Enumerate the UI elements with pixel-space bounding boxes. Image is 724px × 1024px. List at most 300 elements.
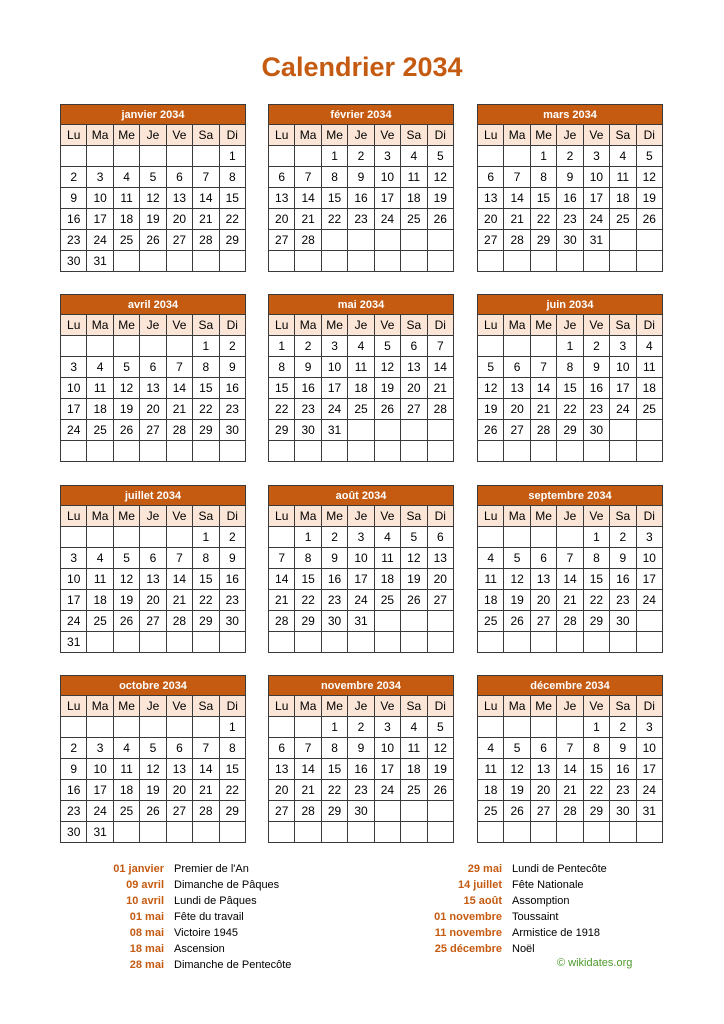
day-cell: 17 — [375, 759, 401, 780]
day-cell: 13 — [269, 188, 295, 209]
weekday-label: Je — [348, 506, 374, 527]
day-cell: 18 — [478, 780, 504, 801]
day-cell: 16 — [61, 780, 87, 801]
day-cell: 26 — [140, 230, 166, 251]
empty-day-cell — [401, 801, 427, 822]
day-cell: 29 — [531, 230, 557, 251]
empty-day-cell — [375, 801, 401, 822]
empty-day-cell — [167, 441, 193, 462]
empty-day-cell — [140, 717, 166, 738]
day-cell: 30 — [348, 801, 374, 822]
holiday-name: Assomption — [512, 895, 570, 907]
day-cell: 3 — [87, 167, 113, 188]
empty-day-cell — [610, 420, 636, 441]
day-cell: 29 — [322, 801, 348, 822]
weekday-label: Ve — [167, 315, 193, 336]
page-title: Calendrier 2034 — [261, 52, 463, 82]
empty-day-cell — [295, 251, 321, 272]
empty-day-cell — [504, 146, 530, 167]
day-cell: 20 — [167, 209, 193, 230]
day-cell: 7 — [504, 167, 530, 188]
empty-day-cell — [637, 230, 663, 251]
day-cell: 27 — [269, 801, 295, 822]
day-cell: 26 — [114, 611, 140, 632]
empty-day-cell — [220, 822, 246, 843]
month-header: novembre 2034 — [268, 675, 454, 696]
day-cell: 23 — [61, 230, 87, 251]
empty-day-cell — [478, 632, 504, 653]
day-cell: 17 — [610, 378, 636, 399]
empty-day-cell — [478, 251, 504, 272]
empty-day-cell — [61, 527, 87, 548]
day-cell: 3 — [637, 717, 663, 738]
day-cell: 10 — [61, 569, 87, 590]
day-cell: 22 — [322, 780, 348, 801]
day-cell: 30 — [322, 611, 348, 632]
weekday-label: Di — [428, 696, 454, 717]
holidays-list-right — [415, 861, 652, 957]
empty-day-cell — [584, 441, 610, 462]
empty-day-cell — [478, 146, 504, 167]
day-cell: 28 — [167, 420, 193, 441]
day-cell: 26 — [504, 611, 530, 632]
day-cell: 12 — [428, 738, 454, 759]
holidays-list-left — [60, 861, 324, 973]
day-cell: 24 — [375, 780, 401, 801]
day-cell: 5 — [140, 167, 166, 188]
empty-day-cell — [269, 717, 295, 738]
weekday-label: Je — [557, 506, 583, 527]
day-cell: 28 — [531, 420, 557, 441]
day-cell: 25 — [114, 801, 140, 822]
day-cell: 21 — [557, 590, 583, 611]
day-cell: 21 — [167, 399, 193, 420]
holiday-name: Dimanche de Pentecôte — [174, 959, 292, 971]
month-grid — [268, 506, 454, 653]
day-cell: 8 — [584, 548, 610, 569]
empty-day-cell — [193, 146, 219, 167]
day-cell: 5 — [401, 527, 427, 548]
day-cell: 2 — [322, 527, 348, 548]
day-cell: 30 — [610, 611, 636, 632]
holiday-name: Victoire 1945 — [174, 927, 239, 939]
empty-day-cell — [61, 146, 87, 167]
month-calendar — [477, 675, 663, 843]
day-cell: 1 — [295, 527, 321, 548]
empty-day-cell — [401, 420, 427, 441]
day-cell: 22 — [269, 399, 295, 420]
day-cell: 31 — [584, 230, 610, 251]
day-cell: 21 — [295, 209, 321, 230]
day-cell: 4 — [478, 548, 504, 569]
empty-day-cell — [295, 717, 321, 738]
day-cell: 23 — [220, 399, 246, 420]
day-cell: 31 — [87, 251, 113, 272]
empty-day-cell — [348, 822, 374, 843]
day-cell: 8 — [220, 167, 246, 188]
weekday-label: Ma — [295, 506, 321, 527]
day-cell: 22 — [193, 590, 219, 611]
day-cell: 5 — [428, 717, 454, 738]
empty-day-cell — [557, 632, 583, 653]
day-cell: 20 — [428, 569, 454, 590]
day-cell: 29 — [193, 420, 219, 441]
month-calendar — [477, 294, 663, 462]
month-grid — [268, 125, 454, 272]
holiday-name: Ascension — [174, 943, 225, 955]
month-grid — [477, 696, 663, 843]
day-cell: 25 — [87, 420, 113, 441]
empty-day-cell — [295, 441, 321, 462]
day-cell: 25 — [637, 399, 663, 420]
day-cell: 30 — [610, 801, 636, 822]
empty-day-cell — [269, 527, 295, 548]
empty-day-cell — [348, 420, 374, 441]
empty-day-cell — [637, 611, 663, 632]
day-cell: 2 — [610, 527, 636, 548]
day-cell: 1 — [531, 146, 557, 167]
holiday-name: Premier de l'An — [174, 863, 249, 875]
day-cell: 5 — [114, 548, 140, 569]
day-cell: 9 — [61, 759, 87, 780]
empty-day-cell — [584, 822, 610, 843]
day-cell: 19 — [504, 590, 530, 611]
day-cell: 13 — [167, 759, 193, 780]
day-cell: 1 — [322, 717, 348, 738]
empty-day-cell — [504, 632, 530, 653]
empty-day-cell — [584, 251, 610, 272]
day-cell: 17 — [61, 399, 87, 420]
day-cell: 25 — [610, 209, 636, 230]
empty-day-cell — [504, 822, 530, 843]
empty-day-cell — [428, 230, 454, 251]
day-cell: 3 — [637, 527, 663, 548]
weekday-label: Di — [637, 315, 663, 336]
month-calendar — [60, 104, 246, 272]
day-cell: 12 — [140, 188, 166, 209]
empty-day-cell — [167, 251, 193, 272]
day-cell: 27 — [531, 611, 557, 632]
weekday-label: Je — [557, 696, 583, 717]
weekday-label: Ma — [87, 696, 113, 717]
day-cell: 13 — [504, 378, 530, 399]
day-cell: 5 — [114, 357, 140, 378]
empty-day-cell — [531, 527, 557, 548]
empty-day-cell — [557, 251, 583, 272]
day-cell: 17 — [637, 759, 663, 780]
day-cell: 28 — [295, 230, 321, 251]
day-cell: 2 — [61, 167, 87, 188]
day-cell: 15 — [269, 378, 295, 399]
weekday-label: Di — [428, 315, 454, 336]
day-cell: 4 — [375, 527, 401, 548]
month-header: février 2034 — [268, 104, 454, 125]
day-cell: 8 — [295, 548, 321, 569]
day-cell: 18 — [401, 759, 427, 780]
day-cell: 27 — [428, 590, 454, 611]
day-cell: 1 — [220, 717, 246, 738]
day-cell: 24 — [637, 590, 663, 611]
day-cell: 17 — [584, 188, 610, 209]
day-cell: 29 — [584, 801, 610, 822]
day-cell: 25 — [478, 801, 504, 822]
weekday-label: Je — [348, 125, 374, 146]
empty-day-cell — [428, 420, 454, 441]
day-cell: 24 — [61, 611, 87, 632]
day-cell: 22 — [584, 780, 610, 801]
day-cell: 16 — [348, 759, 374, 780]
day-cell: 4 — [87, 548, 113, 569]
day-cell: 7 — [167, 357, 193, 378]
empty-day-cell — [637, 420, 663, 441]
weekday-label: Sa — [193, 315, 219, 336]
day-cell: 16 — [610, 759, 636, 780]
empty-day-cell — [348, 251, 374, 272]
day-cell: 27 — [531, 801, 557, 822]
empty-day-cell — [504, 251, 530, 272]
day-cell: 11 — [401, 167, 427, 188]
weekday-label: Di — [220, 315, 246, 336]
empty-day-cell — [478, 822, 504, 843]
empty-day-cell — [114, 717, 140, 738]
holiday-row — [60, 877, 324, 893]
day-cell: 1 — [584, 717, 610, 738]
empty-day-cell — [375, 420, 401, 441]
empty-day-cell — [193, 632, 219, 653]
day-cell: 8 — [193, 357, 219, 378]
day-cell: 28 — [557, 801, 583, 822]
day-cell: 24 — [61, 420, 87, 441]
day-cell: 18 — [87, 399, 113, 420]
holiday-date: 01 janvier — [113, 863, 164, 875]
weekday-label: Ma — [87, 125, 113, 146]
day-cell: 25 — [348, 399, 374, 420]
holiday-row — [415, 909, 652, 925]
weekday-label: Sa — [610, 696, 636, 717]
day-cell: 6 — [401, 336, 427, 357]
day-cell: 27 — [140, 420, 166, 441]
holiday-row — [60, 941, 324, 957]
day-cell: 28 — [504, 230, 530, 251]
empty-day-cell — [531, 251, 557, 272]
empty-day-cell — [428, 822, 454, 843]
empty-day-cell — [401, 251, 427, 272]
weekday-label: Lu — [61, 696, 87, 717]
day-cell: 19 — [478, 399, 504, 420]
empty-day-cell — [610, 230, 636, 251]
day-cell: 29 — [584, 611, 610, 632]
day-cell: 28 — [167, 611, 193, 632]
day-cell: 9 — [348, 167, 374, 188]
month-header: mars 2034 — [477, 104, 663, 125]
empty-day-cell — [87, 632, 113, 653]
empty-day-cell — [557, 717, 583, 738]
empty-day-cell — [114, 336, 140, 357]
empty-day-cell — [140, 822, 166, 843]
day-cell: 12 — [637, 167, 663, 188]
day-cell: 11 — [87, 378, 113, 399]
day-cell: 2 — [220, 336, 246, 357]
day-cell: 13 — [428, 548, 454, 569]
day-cell: 31 — [348, 611, 374, 632]
holiday-name: Dimanche de Pâques — [174, 879, 280, 891]
day-cell: 30 — [220, 611, 246, 632]
day-cell: 21 — [167, 590, 193, 611]
day-cell: 8 — [269, 357, 295, 378]
day-cell: 4 — [401, 146, 427, 167]
day-cell: 22 — [220, 780, 246, 801]
weekday-label: Lu — [478, 506, 504, 527]
day-cell: 10 — [61, 378, 87, 399]
empty-day-cell — [114, 527, 140, 548]
day-cell: 14 — [295, 759, 321, 780]
day-cell: 28 — [193, 801, 219, 822]
day-cell: 28 — [428, 399, 454, 420]
day-cell: 23 — [584, 399, 610, 420]
day-cell: 2 — [220, 527, 246, 548]
empty-day-cell — [610, 251, 636, 272]
holiday-name: Armistice de 1918 — [512, 927, 601, 939]
empty-day-cell — [140, 441, 166, 462]
day-cell: 31 — [87, 822, 113, 843]
day-cell: 2 — [584, 336, 610, 357]
day-cell: 1 — [220, 146, 246, 167]
weekday-label: Ve — [584, 125, 610, 146]
weekday-label: Sa — [401, 506, 427, 527]
day-cell: 3 — [322, 336, 348, 357]
empty-day-cell — [637, 441, 663, 462]
day-cell: 3 — [87, 738, 113, 759]
day-cell: 2 — [61, 738, 87, 759]
day-cell: 10 — [375, 167, 401, 188]
empty-day-cell — [637, 822, 663, 843]
holiday-row — [415, 925, 652, 941]
day-cell: 24 — [87, 230, 113, 251]
day-cell: 9 — [295, 357, 321, 378]
day-cell: 23 — [348, 209, 374, 230]
weekday-label: Sa — [401, 315, 427, 336]
empty-day-cell — [504, 336, 530, 357]
empty-day-cell — [269, 441, 295, 462]
empty-day-cell — [61, 336, 87, 357]
empty-day-cell — [637, 251, 663, 272]
empty-day-cell — [428, 801, 454, 822]
day-cell: 12 — [140, 759, 166, 780]
day-cell: 18 — [114, 780, 140, 801]
day-cell: 17 — [87, 209, 113, 230]
day-cell: 4 — [401, 717, 427, 738]
day-cell: 8 — [584, 738, 610, 759]
weekday-label: Di — [220, 506, 246, 527]
day-cell: 10 — [87, 759, 113, 780]
day-cell: 9 — [584, 357, 610, 378]
weekday-label: Ve — [167, 506, 193, 527]
empty-day-cell — [140, 146, 166, 167]
day-cell: 28 — [193, 230, 219, 251]
day-cell: 2 — [348, 146, 374, 167]
weekday-label: Ma — [87, 506, 113, 527]
day-cell: 27 — [478, 230, 504, 251]
month-calendar — [60, 485, 246, 653]
day-cell: 6 — [269, 738, 295, 759]
day-cell: 3 — [375, 146, 401, 167]
weekday-label: Me — [114, 696, 140, 717]
empty-day-cell — [322, 822, 348, 843]
day-cell: 11 — [401, 738, 427, 759]
day-cell: 29 — [557, 420, 583, 441]
day-cell: 30 — [557, 230, 583, 251]
weekday-label: Ma — [295, 315, 321, 336]
day-cell: 25 — [401, 780, 427, 801]
day-cell: 25 — [87, 611, 113, 632]
day-cell: 29 — [220, 801, 246, 822]
weekday-label: Sa — [401, 125, 427, 146]
weekday-label: Me — [114, 506, 140, 527]
day-cell: 4 — [87, 357, 113, 378]
day-cell: 7 — [557, 548, 583, 569]
empty-day-cell — [140, 527, 166, 548]
day-cell: 26 — [478, 420, 504, 441]
empty-day-cell — [140, 251, 166, 272]
day-cell: 20 — [531, 590, 557, 611]
empty-day-cell — [193, 717, 219, 738]
month-calendar — [60, 294, 246, 462]
day-cell: 23 — [61, 801, 87, 822]
day-cell: 14 — [193, 188, 219, 209]
month-header: juillet 2034 — [60, 485, 246, 506]
day-cell: 22 — [322, 209, 348, 230]
holiday-row — [415, 861, 652, 877]
weekday-label: Me — [322, 506, 348, 527]
day-cell: 4 — [348, 336, 374, 357]
day-cell: 15 — [193, 378, 219, 399]
day-cell: 27 — [167, 230, 193, 251]
holiday-row — [60, 893, 324, 909]
day-cell: 1 — [193, 527, 219, 548]
empty-day-cell — [504, 441, 530, 462]
day-cell: 20 — [269, 209, 295, 230]
holiday-row — [415, 941, 652, 957]
day-cell: 18 — [375, 569, 401, 590]
weekday-label: Ve — [167, 125, 193, 146]
day-cell: 4 — [610, 146, 636, 167]
day-cell: 20 — [140, 399, 166, 420]
weekday-label: Di — [428, 125, 454, 146]
empty-day-cell — [428, 251, 454, 272]
day-cell: 22 — [557, 399, 583, 420]
day-cell: 13 — [531, 569, 557, 590]
credit-text: © wikidates.org — [557, 957, 633, 969]
empty-day-cell — [295, 146, 321, 167]
day-cell: 3 — [610, 336, 636, 357]
day-cell: 12 — [478, 378, 504, 399]
weekday-label: Je — [140, 506, 166, 527]
day-cell: 22 — [295, 590, 321, 611]
day-cell: 22 — [584, 590, 610, 611]
day-cell: 6 — [140, 548, 166, 569]
day-cell: 23 — [557, 209, 583, 230]
day-cell: 11 — [478, 759, 504, 780]
day-cell: 21 — [193, 209, 219, 230]
month-calendar — [477, 104, 663, 272]
day-cell: 23 — [322, 590, 348, 611]
day-cell: 10 — [584, 167, 610, 188]
day-cell: 25 — [401, 209, 427, 230]
weekday-label: Di — [637, 696, 663, 717]
day-cell: 29 — [193, 611, 219, 632]
day-cell: 8 — [322, 167, 348, 188]
empty-day-cell — [220, 441, 246, 462]
